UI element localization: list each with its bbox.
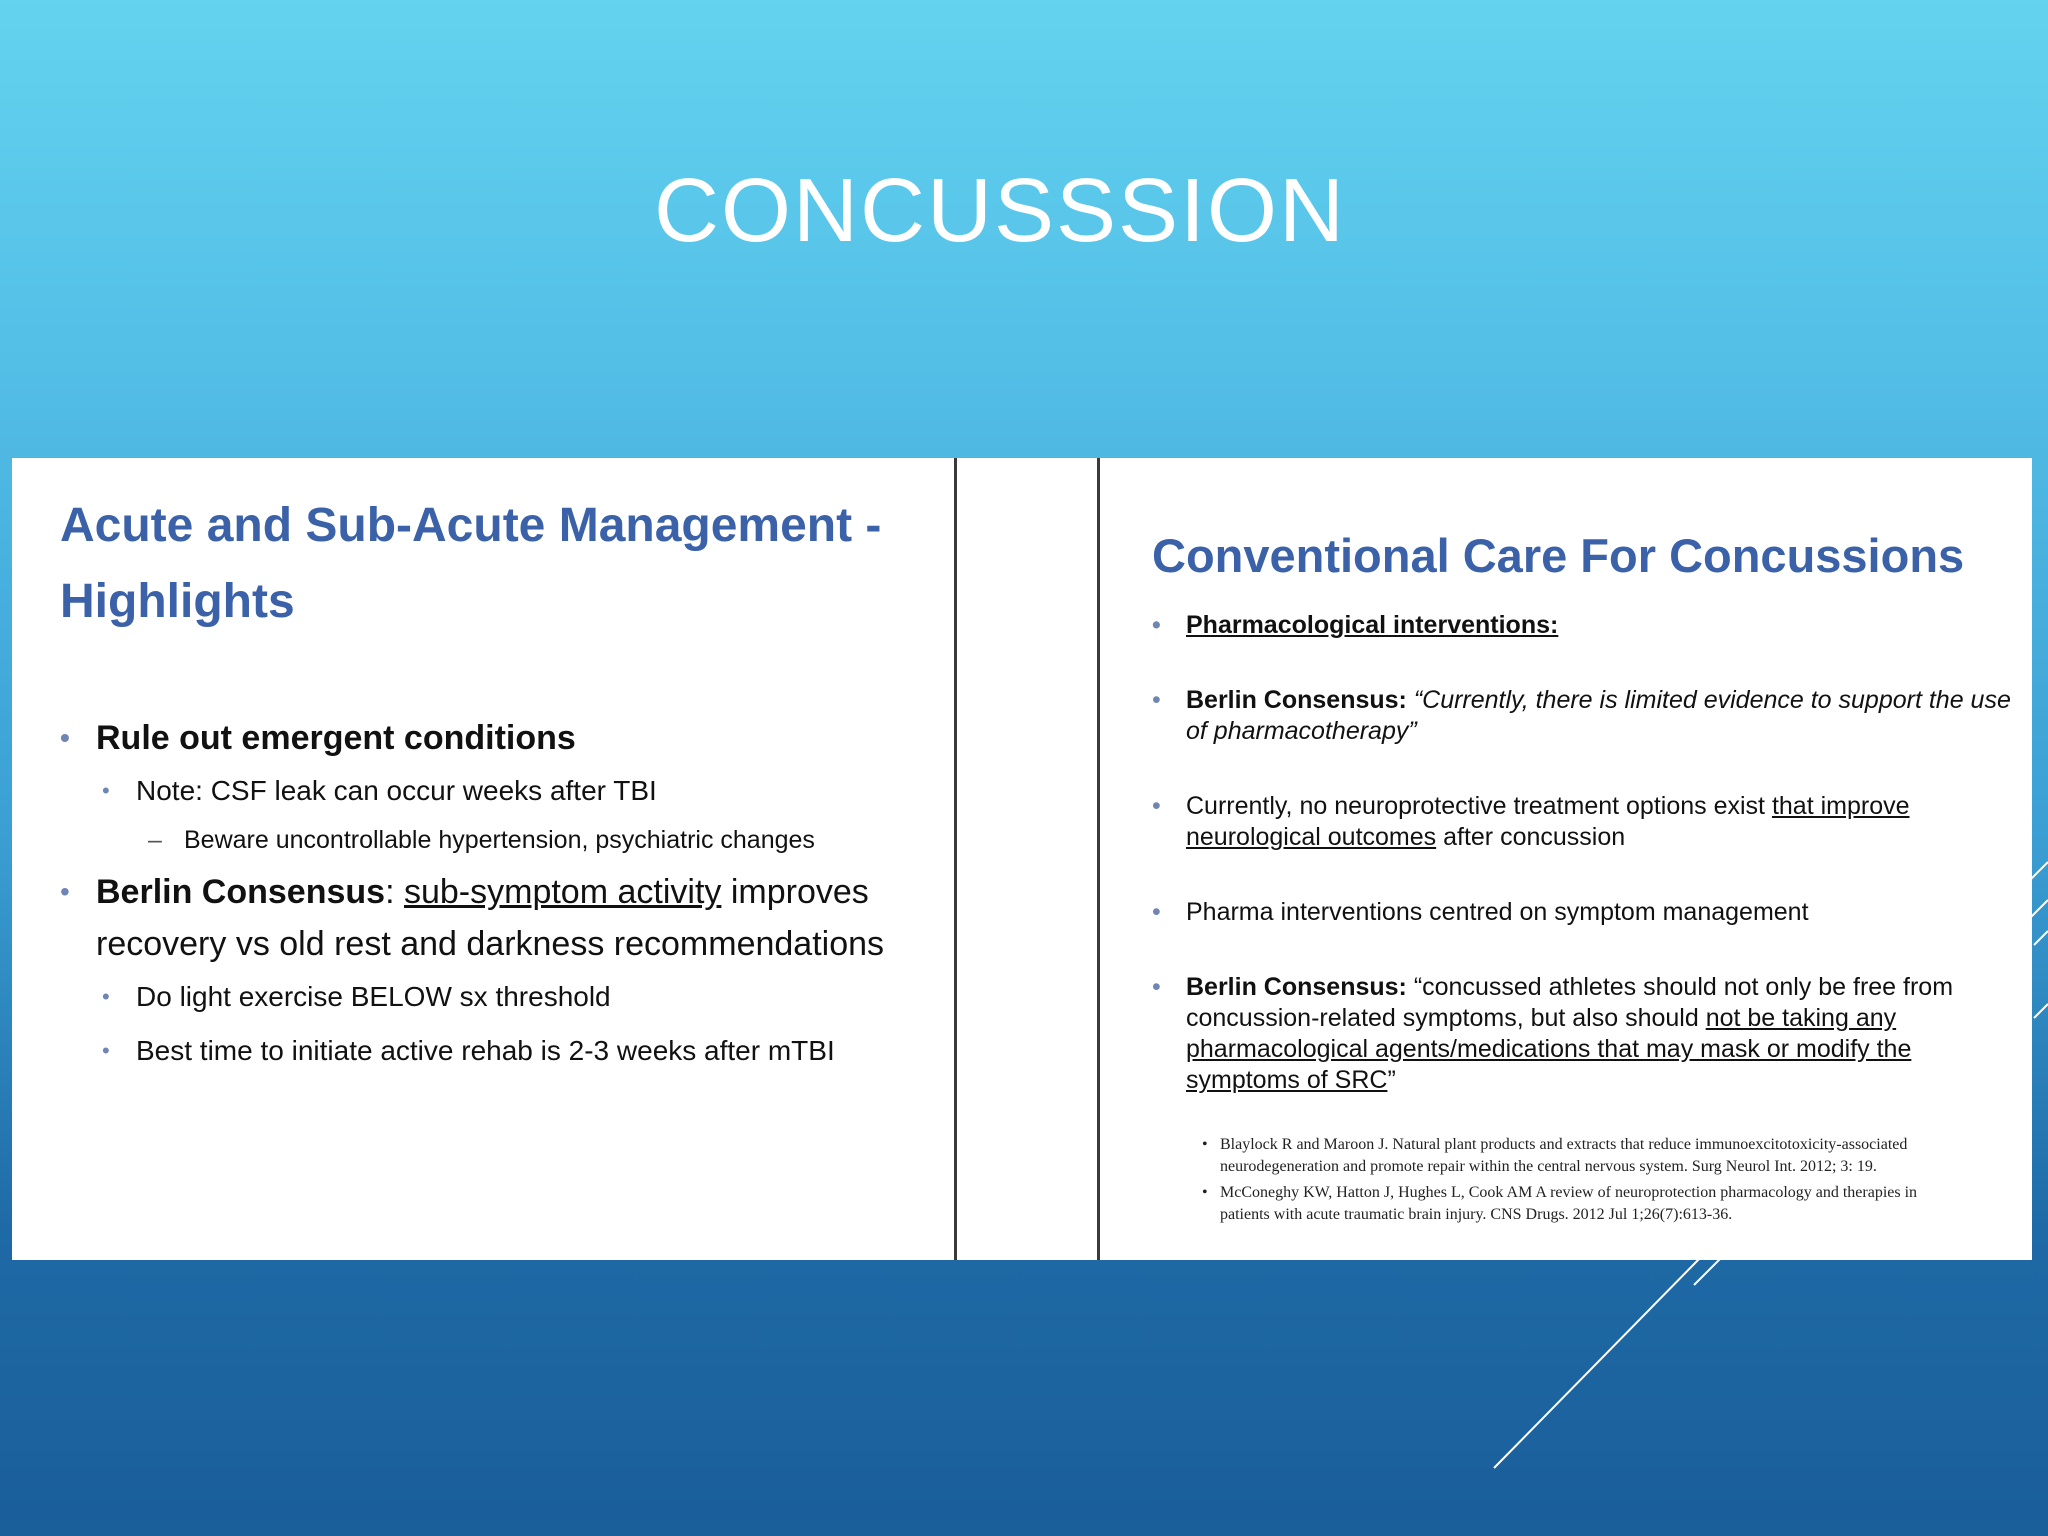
item-neuroprotective-pre: Currently, no neuroprotective treatment options exist (1186, 792, 1772, 820)
item-berlin-1-quote: “Currently, there is limited evidence to support the use of pharmacotherapy” (1186, 686, 2011, 745)
page-title: CONCUSSSION (653, 161, 1347, 261)
slide-divider-right (1097, 458, 1100, 1260)
bullet-active-rehab: • Best time to initiate active rehab is 2-3 weeks after mTBI (60, 1024, 940, 1078)
berlin-label: Berlin Consensus (96, 873, 386, 911)
references-list (1202, 1134, 1922, 1226)
left-slide-heading-line2: Highlights (60, 575, 295, 628)
reference-2: • McConeghy KW, Hatton J, Hughes L, Cook AM A review of neuroprotection pharmacology and therapies in patients with acute traumatic brain injury. CNS Drugs. 2012 Jul 1;26(7):613-36. (1202, 1182, 1922, 1226)
item-pharma-interventions: • Pharma interventions centred on symptom management (1152, 897, 2012, 928)
item-berlin-2 (1152, 972, 2012, 1096)
left-slide (60, 488, 940, 1078)
item-berlin-1 (1152, 685, 2012, 747)
item-neuroprotective (1152, 791, 2012, 853)
right-slide (1152, 526, 2012, 1226)
bullet-berlin-consensus (60, 866, 940, 970)
berlin-underlined: sub-symptom activity (403, 873, 722, 911)
item-neuroprotective-post: after concussion (1436, 823, 1626, 851)
left-slide-list (60, 712, 940, 1078)
right-slide-list (1152, 610, 2012, 1096)
item-berlin-2-post: ” (1387, 1066, 1396, 1094)
berlin-rest: improves recovery vs old rest and darkness recommendations (96, 873, 885, 963)
bullet-rule-out: • Rule out emergent conditions (60, 712, 940, 764)
item-berlin-2-underlined: not be taking any pharmacological agents/medications that may mask or modify the symptoms of SRC (1186, 1004, 1912, 1094)
item-berlin-2-label: Berlin Consensus: (1186, 973, 1407, 1001)
right-slide-heading: Conventional Care For Concussions (1152, 529, 1965, 582)
bullet-beware: – Beware uncontrollable hypertension, psychiatric changes (60, 818, 940, 862)
item-berlin-2-pre: “concussed athletes should not only be free from concussion-related symptoms, but also should (1186, 973, 1954, 1032)
bullet-light-exercise: • Do light exercise BELOW sx threshold (60, 970, 940, 1024)
slide-divider-left (954, 458, 957, 1260)
item-berlin-1-label: Berlin Consensus: (1186, 686, 1407, 714)
left-slide-heading-line1: Acute and Sub-Acute Management - (60, 499, 882, 552)
slides-screenshot-panel (12, 458, 2032, 1260)
item-neuroprotective-underlined: that improve neurological outcomes (1186, 792, 1910, 851)
item-pharmacological: • Pharmacological interventions: (1152, 610, 2012, 641)
reference-1: • Blaylock R and Maroon J. Natural plant products and extracts that reduce immunoexcitotoxicity-associated neurodegeneration and promote repair within the central nervous system. Surg Neurol Int. 2012; 3: 19. (1202, 1134, 1922, 1178)
left-slide-heading (60, 488, 940, 640)
bullet-csf-leak: • Note: CSF leak can occur weeks after TBI (60, 764, 940, 818)
berlin-colon: : (385, 873, 404, 911)
